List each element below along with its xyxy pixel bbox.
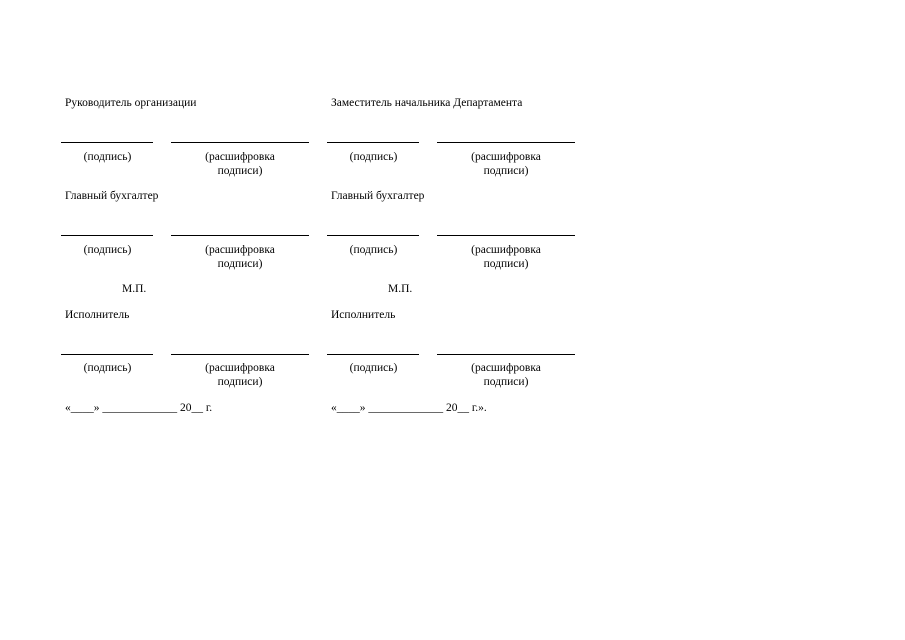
- signature-caption: (подпись): [83, 244, 132, 256]
- signature-caption: (подпись): [349, 362, 398, 374]
- signature-line: [327, 142, 419, 143]
- date-line: «____» _____________ 20__ г.: [65, 402, 213, 414]
- stamp-place: М.П.: [122, 283, 147, 295]
- head-title: Руководитель организации: [65, 97, 197, 109]
- executor-title: Исполнитель: [331, 309, 396, 321]
- decoding-caption: (расшифровка подписи): [205, 244, 275, 270]
- decoding-caption: (расшифровка подписи): [471, 244, 541, 270]
- decoding-line: [437, 235, 575, 236]
- accountant-title: Главный бухгалтер: [331, 190, 425, 202]
- signature-line: [327, 235, 419, 236]
- signature-caption: (подпись): [83, 151, 132, 163]
- signature-caption: (подпись): [349, 151, 398, 163]
- accountant-title: Главный бухгалтер: [65, 190, 159, 202]
- date-line: «____» _____________ 20__ г.».: [331, 402, 487, 414]
- decoding-line: [437, 354, 575, 355]
- signature-line: [61, 235, 153, 236]
- decoding-caption: (расшифровка подписи): [205, 362, 275, 388]
- decoding-caption: (расшифровка подписи): [205, 151, 275, 177]
- decoding-line: [171, 142, 309, 143]
- stamp-place: М.П.: [388, 283, 413, 295]
- head-title: Заместитель начальника Департамента: [331, 97, 523, 109]
- signature-caption: (подпись): [83, 362, 132, 374]
- signature-line: [61, 354, 153, 355]
- signature-line: [327, 354, 419, 355]
- decoding-line: [437, 142, 575, 143]
- decoding-line: [171, 235, 309, 236]
- signature-caption: (подпись): [349, 244, 398, 256]
- decoding-caption: (расшифровка подписи): [471, 151, 541, 177]
- executor-title: Исполнитель: [65, 309, 130, 321]
- signature-line: [61, 142, 153, 143]
- decoding-caption: (расшифровка подписи): [471, 362, 541, 388]
- decoding-line: [171, 354, 309, 355]
